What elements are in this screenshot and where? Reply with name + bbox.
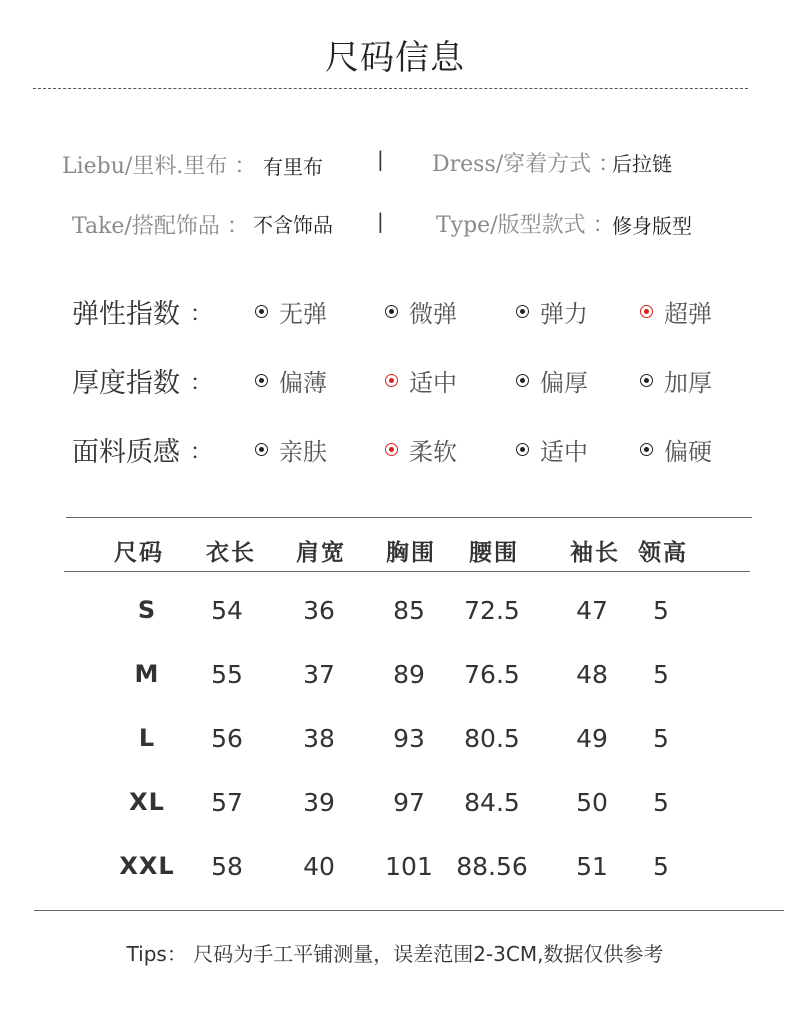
table-cell: 54 bbox=[211, 596, 243, 625]
table-cell: 47 bbox=[576, 596, 608, 625]
table-cell: 88.56 bbox=[456, 852, 528, 881]
size-label: M bbox=[134, 660, 160, 688]
option-label: 适中 bbox=[409, 369, 457, 397]
radio-selected-icon bbox=[385, 443, 398, 456]
radio-icon bbox=[640, 374, 653, 387]
property-option bbox=[640, 294, 712, 329]
table-header-cell: 尺码 bbox=[114, 539, 164, 566]
table-cell: 55 bbox=[211, 660, 243, 689]
table-header-cell: 领高 bbox=[638, 539, 688, 566]
table-cell: 5 bbox=[653, 724, 669, 753]
property-option bbox=[255, 432, 327, 467]
radio-icon bbox=[255, 305, 268, 318]
radio-icon bbox=[516, 443, 529, 456]
radio-icon bbox=[255, 374, 268, 387]
table-cell: 57 bbox=[211, 788, 243, 817]
option-label: 柔软 bbox=[409, 438, 457, 466]
attr-separator: | bbox=[377, 147, 384, 171]
table-cell: 49 bbox=[576, 724, 608, 753]
attr-value-fit: 修身版型 bbox=[612, 214, 692, 238]
radio-icon bbox=[640, 443, 653, 456]
property-colon: ： bbox=[190, 302, 213, 327]
property-option bbox=[640, 363, 712, 398]
attr-key-lining: Liebu/里料.里布 ： bbox=[62, 154, 257, 179]
radio-icon bbox=[516, 305, 529, 318]
attr-key-closure: Dress/穿着方式 ： bbox=[432, 152, 621, 177]
table-cell: 38 bbox=[303, 724, 335, 753]
table-header-cell: 衣长 bbox=[206, 539, 256, 566]
attr-value-accessories: 不含饰品 bbox=[253, 213, 333, 237]
radio-selected-icon bbox=[385, 374, 398, 387]
table-header-cell: 袖长 bbox=[570, 539, 620, 566]
table-cell: 5 bbox=[653, 788, 669, 817]
table-cell: 50 bbox=[576, 788, 608, 817]
option-label: 偏硬 bbox=[664, 438, 712, 466]
property-label: 厚度指数 bbox=[72, 368, 180, 399]
option-label: 加厚 bbox=[664, 369, 712, 397]
table-cell: 51 bbox=[576, 852, 608, 881]
table-top-rule bbox=[66, 517, 752, 518]
table-cell: 37 bbox=[303, 660, 335, 689]
option-label: 偏厚 bbox=[540, 369, 588, 397]
table-cell: 89 bbox=[393, 660, 425, 689]
property-option bbox=[255, 294, 327, 329]
radio-icon bbox=[255, 443, 268, 456]
property-option bbox=[385, 294, 457, 329]
property-option bbox=[640, 432, 712, 467]
property-colon: ： bbox=[190, 440, 213, 465]
property-option bbox=[516, 432, 588, 467]
property-option bbox=[385, 432, 457, 467]
table-cell: 76.5 bbox=[464, 660, 520, 689]
attr-value-closure: 后拉链 bbox=[612, 152, 672, 176]
option-label: 亲肤 bbox=[279, 438, 327, 466]
size-label: XL bbox=[129, 788, 165, 816]
size-label: S bbox=[137, 596, 157, 624]
size-label: L bbox=[138, 724, 156, 752]
table-cell: 36 bbox=[303, 596, 335, 625]
radio-selected-icon bbox=[640, 305, 653, 318]
table-cell: 5 bbox=[653, 596, 669, 625]
table-cell: 39 bbox=[303, 788, 335, 817]
table-cell: 101 bbox=[385, 852, 433, 881]
table-cell: 85 bbox=[393, 596, 425, 625]
table-cell: 5 bbox=[653, 852, 669, 881]
attr-key-fit: Type/版型款式 ： bbox=[436, 213, 615, 238]
table-cell: 40 bbox=[303, 852, 335, 881]
option-label: 偏薄 bbox=[279, 369, 327, 397]
property-option bbox=[255, 363, 327, 398]
table-cell: 80.5 bbox=[464, 724, 520, 753]
option-label: 超弹 bbox=[664, 300, 712, 328]
table-cell: 56 bbox=[211, 724, 243, 753]
option-label: 微弹 bbox=[409, 300, 457, 328]
table-cell: 48 bbox=[576, 660, 608, 689]
page-title: 尺码信息 bbox=[325, 38, 465, 78]
option-label: 弹力 bbox=[540, 300, 588, 328]
table-cell: 93 bbox=[393, 724, 425, 753]
table-cell: 97 bbox=[393, 788, 425, 817]
option-label: 无弹 bbox=[279, 300, 327, 328]
property-option bbox=[516, 294, 588, 329]
property-label: 面料质感 bbox=[72, 437, 180, 468]
table-cell: 72.5 bbox=[464, 596, 520, 625]
radio-icon bbox=[385, 305, 398, 318]
table-cell: 5 bbox=[653, 660, 669, 689]
tips-note: Tips： 尺码为手工平铺测量，误差范围2-3CM,数据仅供参考 bbox=[126, 942, 664, 966]
option-label: 适中 bbox=[540, 438, 588, 466]
dashed-divider bbox=[33, 88, 748, 89]
property-label: 弹性指数 bbox=[72, 299, 180, 330]
attr-separator: | bbox=[377, 209, 384, 233]
property-option bbox=[385, 363, 457, 398]
radio-icon bbox=[516, 374, 529, 387]
table-cell: 58 bbox=[211, 852, 243, 881]
property-colon: ： bbox=[190, 371, 213, 396]
table-header-cell: 肩宽 bbox=[296, 539, 346, 566]
size-label: XXL bbox=[119, 852, 175, 880]
table-header-rule bbox=[64, 571, 750, 572]
table-bottom-rule bbox=[34, 910, 784, 911]
attr-value-lining: 有里布 bbox=[263, 155, 323, 179]
property-option bbox=[516, 363, 588, 398]
table-header-cell: 胸围 bbox=[386, 539, 436, 566]
attr-key-accessories: Take/搭配饰品 ： bbox=[72, 214, 249, 239]
table-header-cell: 腰围 bbox=[469, 539, 519, 566]
table-cell: 84.5 bbox=[464, 788, 520, 817]
